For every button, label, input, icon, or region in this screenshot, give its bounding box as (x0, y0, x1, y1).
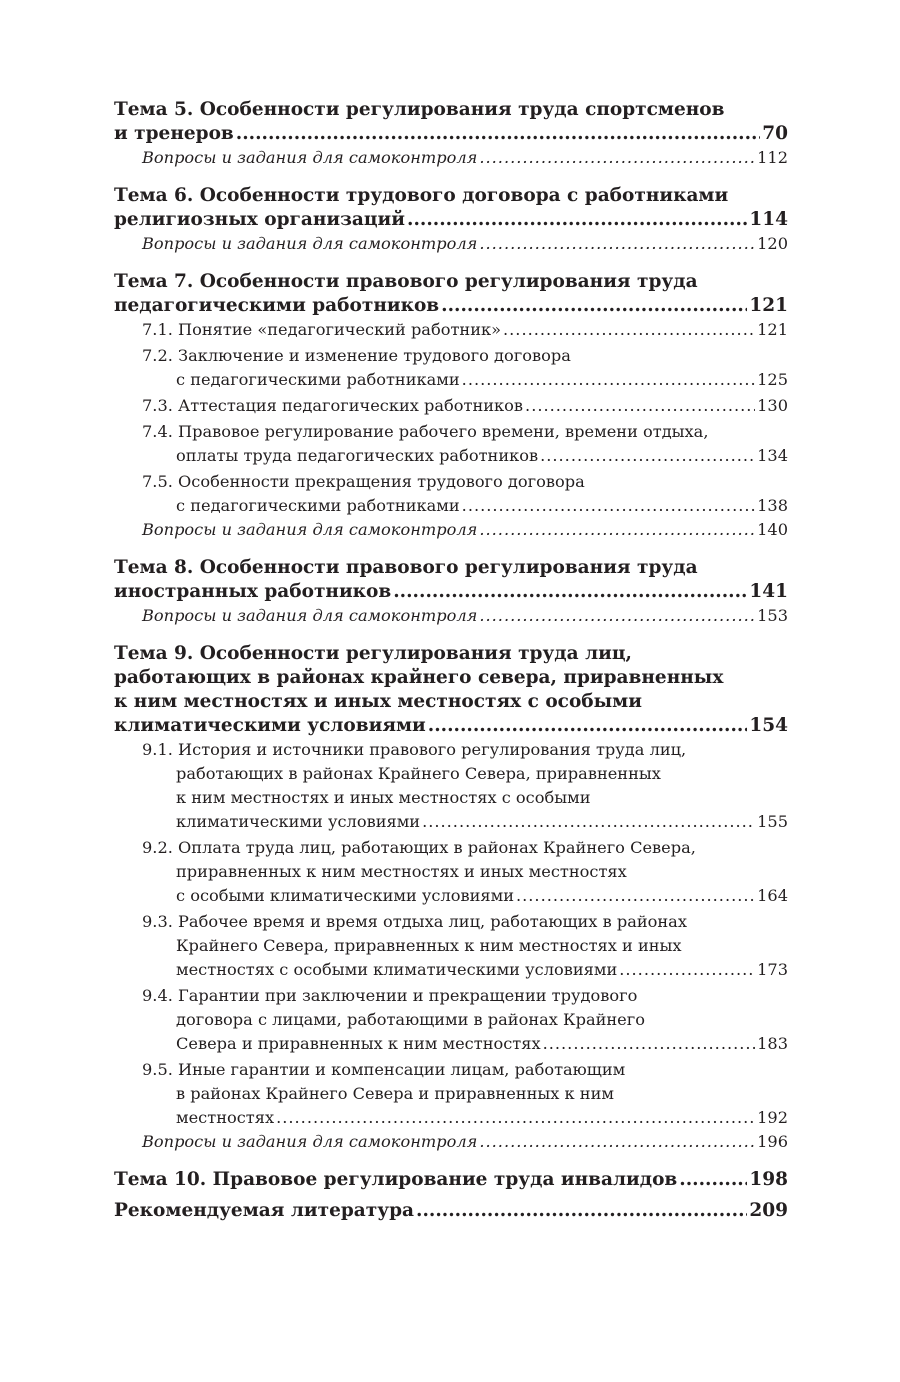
toc-section-title: 9.3. Рабочее время и время отдыха лиц, работающих в районах (142, 912, 687, 931)
toc-section-title-cont: Севера и приравненных к ним местностях (176, 1034, 541, 1053)
toc-section-title: 7.3. Аттестация педагогических работников (142, 396, 524, 415)
toc-page-number: 164 (757, 886, 788, 905)
toc-topic-title-cont: и тренеров (114, 123, 234, 144)
toc-topic-title: Тема 6. Особенности трудового договора с работниками (114, 185, 729, 206)
toc-section-title-cont: местностях (176, 1108, 275, 1127)
table-of-contents (114, 98, 788, 1223)
dot-leader (407, 208, 747, 232)
toc-questions-label: Вопросы и задания для самоконтроля (142, 234, 478, 253)
toc-section-title: 7.2. Заключение и изменение трудового договора (142, 346, 571, 365)
dot-leader (422, 810, 755, 834)
toc-page-number: 112 (757, 148, 788, 167)
toc-topic-title-cont: к ним местностях и иных местностях с особыми (114, 691, 642, 712)
toc-questions-label: Вопросы и задания для самоконтроля (142, 606, 478, 625)
toc-section-7-3[interactable] (114, 394, 788, 418)
toc-page-number: 130 (757, 396, 788, 415)
toc-questions-8[interactable] (114, 604, 788, 628)
toc-section-title-cont: Крайнего Севера, приравненных к ним местностях и иных (176, 936, 682, 955)
toc-section-9-1[interactable] (114, 738, 788, 834)
dot-leader (479, 1130, 755, 1154)
toc-section-title-cont: климатическими условиями (176, 812, 421, 831)
toc-topic-title-cont: религиозных организаций (114, 209, 405, 230)
toc-page-number: 209 (749, 1200, 788, 1221)
toc-section-title-cont: оплаты труда педагогических работников (176, 446, 539, 465)
dot-leader (462, 494, 755, 518)
dot-leader (516, 884, 755, 908)
toc-questions-label: Вопросы и задания для самоконтроля (142, 148, 478, 167)
toc-section-title-cont: работающих в районах Крайнего Севера, приравненных (176, 764, 661, 783)
toc-page-number: 121 (749, 295, 788, 316)
toc-section-title-cont: с педагогическими работниками (176, 370, 460, 389)
toc-page-number: 70 (762, 123, 788, 144)
toc-page-number: 198 (749, 1169, 788, 1190)
toc-topic-title: Рекомендуемая литература (114, 1200, 415, 1221)
toc-page-number: 153 (757, 606, 788, 625)
toc-page-number: 140 (757, 520, 788, 539)
toc-page-number: 192 (757, 1108, 788, 1127)
toc-section-9-5[interactable] (114, 1058, 788, 1130)
toc-page-number: 183 (757, 1034, 788, 1053)
toc-section-9-2[interactable] (114, 836, 788, 908)
toc-literature[interactable] (114, 1199, 788, 1223)
toc-page-number: 155 (757, 812, 788, 831)
toc-section-title-cont: приравненных к ним местностях и иных местностях (176, 862, 627, 881)
toc-page-number: 173 (757, 960, 788, 979)
toc-section-7-4[interactable] (114, 420, 788, 468)
toc-topic-title-cont: работающих в районах крайнего севера, приравненных (114, 667, 724, 688)
toc-section-title-cont: к ним местностях и иных местностях с особыми (176, 788, 591, 807)
toc-topic-10[interactable] (114, 1168, 788, 1192)
toc-section-title: 7.5. Особенности прекращения трудового договора (142, 472, 585, 491)
dot-leader (236, 122, 760, 146)
toc-questions-7[interactable] (114, 518, 788, 542)
dot-leader (479, 232, 755, 256)
dot-leader (619, 958, 755, 982)
toc-topic-title: Тема 7. Особенности правового регулирования труда (114, 271, 698, 292)
toc-page-number: 121 (757, 320, 788, 339)
toc-topic-7[interactable] (114, 270, 788, 318)
toc-topic-9[interactable] (114, 642, 788, 738)
toc-section-title-cont: с особыми климатическими условиями (176, 886, 514, 905)
toc-section-title: 9.5. Иные гарантии и компенсации лицам, работающим (142, 1060, 626, 1079)
dot-leader (543, 1032, 756, 1056)
dot-leader (416, 1199, 747, 1223)
dot-leader (428, 714, 748, 738)
toc-section-title-cont: договора с лицами, работающими в районах Крайнего (176, 1010, 645, 1029)
dot-leader (540, 444, 755, 468)
toc-section-7-5[interactable] (114, 470, 788, 518)
dot-leader (393, 580, 747, 604)
toc-section-title: 9.1. История и источники правового регулирования труда лиц, (142, 740, 687, 759)
toc-section-9-4[interactable] (114, 984, 788, 1056)
dot-leader (462, 368, 755, 392)
toc-page-number: 114 (749, 209, 788, 230)
toc-section-title-cont: с педагогическими работниками (176, 496, 460, 515)
dot-leader (276, 1106, 755, 1130)
toc-topic-6[interactable] (114, 184, 788, 232)
toc-topic-5[interactable] (114, 98, 788, 146)
toc-topic-title-cont: климатическими условиями (114, 715, 426, 736)
toc-section-title: 9.2. Оплата труда лиц, работающих в районах Крайнего Севера, (142, 838, 696, 857)
toc-topic-title: Тема 10. Правовое регулирование труда инвалидов (114, 1169, 678, 1190)
toc-topic-8[interactable] (114, 556, 788, 604)
dot-leader (525, 394, 755, 418)
toc-page-number: 134 (757, 446, 788, 465)
dot-leader (479, 146, 755, 170)
toc-section-title-cont: в районах Крайнего Севера и приравненных к ним (176, 1084, 614, 1103)
toc-questions-label: Вопросы и задания для самоконтроля (142, 1132, 478, 1151)
toc-page-number: 154 (749, 715, 788, 736)
toc-topic-title: Тема 5. Особенности регулирования труда спортсменов (114, 99, 725, 120)
toc-section-title: 7.4. Правовое регулирование рабочего времени, времени отдыха, (142, 422, 709, 441)
toc-section-9-3[interactable] (114, 910, 788, 982)
toc-questions-6[interactable] (114, 232, 788, 256)
toc-section-title: 9.4. Гарантии при заключении и прекращении трудового (142, 986, 638, 1005)
dot-leader (441, 294, 747, 318)
toc-section-7-2[interactable] (114, 344, 788, 392)
toc-questions-9[interactable] (114, 1130, 788, 1154)
toc-page-number: 196 (757, 1132, 788, 1151)
toc-section-7-1[interactable] (114, 318, 788, 342)
toc-questions-5[interactable] (114, 146, 788, 170)
toc-topic-title-cont: иностранных работников (114, 581, 392, 602)
toc-page-number: 120 (757, 234, 788, 253)
toc-section-title: 7.1. Понятие «педагогический работник» (142, 320, 502, 339)
toc-topic-title-cont: педагогическими работников (114, 295, 440, 316)
toc-page-number: 125 (757, 370, 788, 389)
dot-leader (679, 1168, 747, 1192)
toc-section-title-cont: местностях с особыми климатическими условиями (176, 960, 618, 979)
toc-page-number: 138 (757, 496, 788, 515)
dot-leader (479, 518, 755, 542)
toc-topic-title: Тема 8. Особенности правового регулирования труда (114, 557, 698, 578)
toc-page-number: 141 (749, 581, 788, 602)
toc-questions-label: Вопросы и задания для самоконтроля (142, 520, 478, 539)
toc-topic-title: Тема 9. Особенности регулирования труда лиц, (114, 643, 632, 664)
dot-leader (479, 604, 755, 628)
dot-leader (503, 318, 755, 342)
